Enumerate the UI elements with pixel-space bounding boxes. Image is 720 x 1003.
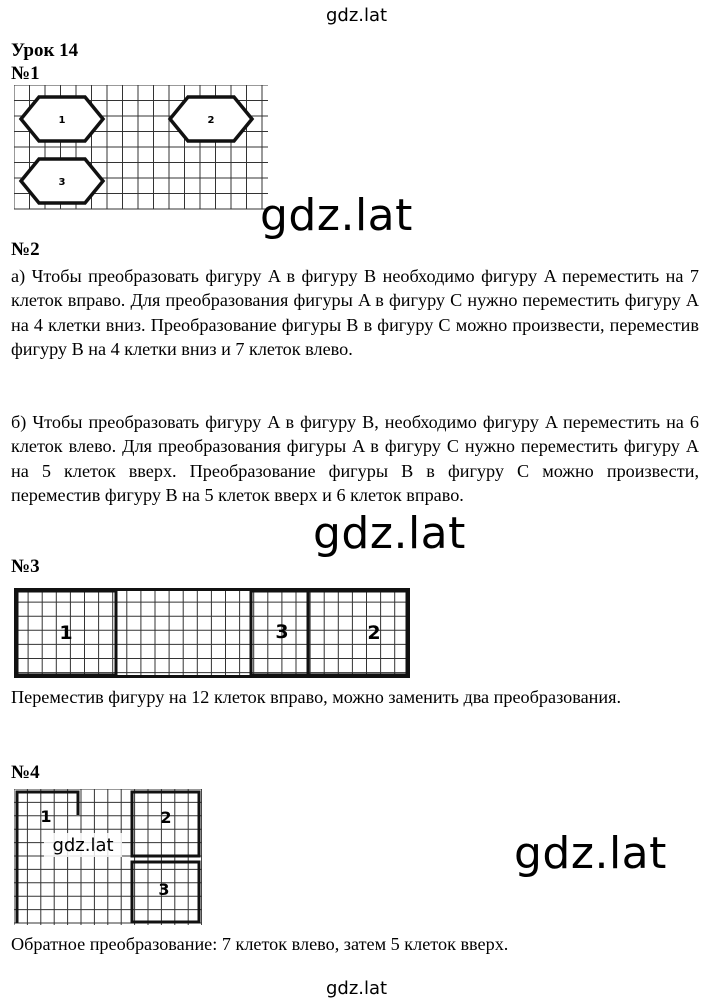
watermark-grid: gdz.lat — [52, 835, 114, 856]
lesson-title: Урок 14 — [11, 40, 79, 61]
watermark-bottom: gdz.lat — [326, 978, 388, 999]
task3-heading: №3 — [11, 556, 40, 577]
task2-part-a: а) Чтобы преобразовать фигуру A в фигуру B необходимо фигуру A переместить на 7 клеток вправо. Для преобразования фигуры A в фигуру C нужно переместить фигуру A на 4 клетки вниз. Преобразование фигуры B в фигуру C можно произвести, переместив фигуру B на 4 клетки вниз и 7 клеток влево. — [11, 266, 699, 360]
task3-text: Переместив фигуру на 12 клеток вправо, можно заменить два преобразования. — [11, 687, 622, 707]
task4-text: Обратное преобразование: 7 клеток влево, затем 5 клеток вверх. — [11, 934, 509, 954]
square-3-label: 3 — [275, 621, 289, 643]
task2-heading: №2 — [11, 239, 40, 260]
watermark-top: gdz.lat — [326, 5, 388, 26]
square-2-label: 2 — [367, 622, 381, 644]
task4-grid-figure — [14, 789, 202, 925]
task2-part-b: б) Чтобы преобразовать фигуру A в фигуру B, необходимо фигуру A переместить на 6 клеток влево. Для преобразования фигуры A в фигуру C нужно переместить фигуру A на 5 клеток вверх. Преобразование фигуры B в фигуру C можно произвести, переместив фигуру B на 5 клеток вверх и 6 клеток вправо. — [11, 412, 699, 506]
task4-heading: №4 — [11, 762, 40, 783]
watermark-mid2: gdz.lat — [313, 508, 466, 559]
watermark-mid1: gdz.lat — [260, 190, 413, 241]
shape-1-label: 1 — [40, 807, 52, 826]
task3-grid-figure — [14, 588, 410, 678]
hexagon-1-label: 1 — [58, 115, 66, 126]
square-1-label: 1 — [59, 622, 73, 644]
shape-2-label: 2 — [160, 808, 172, 827]
shape-3-label: 3 — [158, 880, 170, 899]
hexagon-3-label: 3 — [58, 177, 66, 188]
square-2 — [308, 591, 407, 675]
hexagon-2-label: 2 — [207, 115, 215, 126]
task1-heading: №1 — [11, 63, 40, 84]
watermark-big-right: gdz.lat — [514, 828, 667, 879]
task1-grid-figure — [14, 85, 272, 211]
